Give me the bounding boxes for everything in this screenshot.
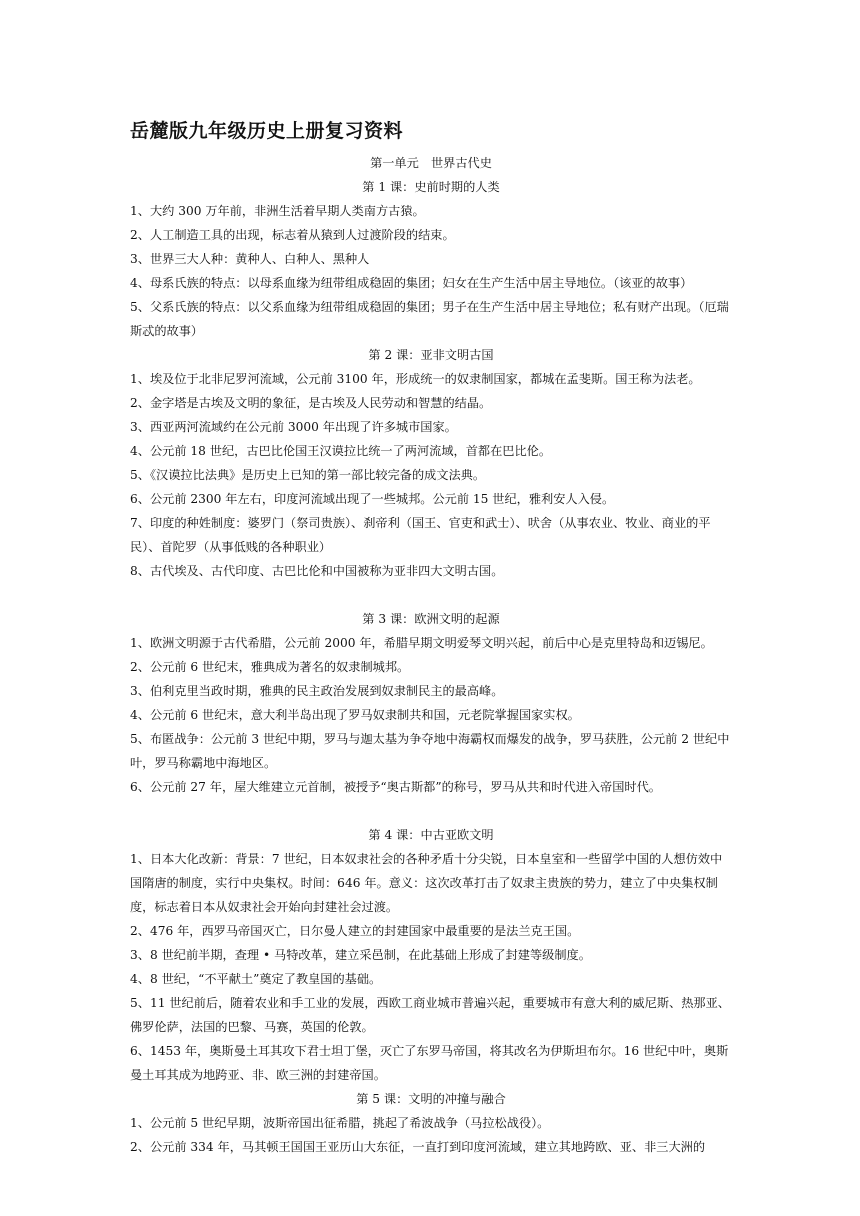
list-item: 2、人工制造工具的出现，标志着从猿到人过渡阶段的结束。 [130,228,455,242]
lesson-3 [130,607,732,799]
lesson-heading: 第 4 课：中古亚欧文明 [368,828,494,842]
list-item: 2、公元前 334 年，马其顿王国国王亚历山大东征，一直打到印度河流域，建立其地跨欧、亚、非三大洲的 [130,1140,706,1154]
list-item: 3、8 世纪前半期，查理 • 马特改革，建立采邑制，在此基础上形成了封建等级制度。 [130,948,591,962]
list-item: 7、印度的种姓制度：婆罗门（祭司贵族）、刹帝利（国王、官吏和武士）、吠舍（从事农业、牧业、商业的平民）、首陀罗（从事低贱的各种职业） [130,516,711,554]
lesson-heading: 第 3 课：欧洲文明的起源 [362,612,500,626]
list-item: 3、世界三大人种：黄种人、白种人、黑种人 [130,252,370,266]
list-item: 2、公元前 6 世纪末，雅典成为著名的奴隶制城邦。 [130,660,410,674]
lesson-4 [130,823,732,1087]
lesson-heading: 第 2 课：亚非文明古国 [368,348,494,362]
document-body [130,151,732,1159]
lesson-heading: 第 1 课：史前时期的人类 [362,180,500,194]
list-item: 4、8 世纪，“不平献土”奠定了教皇国的基础。 [130,972,382,986]
blank-line [130,799,732,823]
lesson-5 [130,1087,732,1159]
lesson-1 [130,175,732,343]
list-item: 2、金字塔是古埃及文明的象征，是古埃及人民劳动和智慧的结晶。 [130,396,492,410]
list-item: 3、伯利克里当政时期，雅典的民主政治发展到奴隶制民主的最高峰。 [130,684,504,698]
list-item: 1、欧洲文明源于古代希腊，公元前 2000 年，希腊早期文明爱琴文明兴起，前后中心是克里特岛和迈锡尼。 [130,636,713,650]
lesson-2 [130,343,732,583]
list-item: 5、《汉谟拉比法典》是历史上已知的第一部比较完备的成文法典。 [130,468,486,482]
list-item: 6、1453 年，奥斯曼土耳其攻下君士坦丁堡，灭亡了东罗马帝国，将其改名为伊斯坦布尔。16 世纪中叶，奥斯曼土耳其成为地跨亚、非、欧三洲的封建帝国。 [130,1044,729,1082]
lesson-heading: 第 5 课：文明的冲撞与融合 [356,1092,506,1106]
list-item: 3、西亚两河流域约在公元前 3000 年出现了许多城市国家。 [130,420,457,434]
list-item: 4、公元前 18 世纪，古巴比伦国王汉谟拉比统一了两河流域，首都在巴比伦。 [130,444,552,458]
list-item: 5、布匿战争：公元前 3 世纪中期，罗马与迦太基为争夺地中海霸权而爆发的战争，罗马获胜，公元前 2 世纪中叶，罗马称霸地中海地区。 [130,732,730,770]
list-item: 4、母系氏族的特点：以母系血缘为纽带组成稳固的集团；妇女在生产生活中居主导地位。（该亚的故事） [130,276,693,290]
list-item: 1、埃及位于北非尼罗河流域，公元前 3100 年，形成统一的奴隶制国家，都城在孟斐斯。国王称为法老。 [130,372,701,386]
unit-heading: 第一单元 世界古代史 [370,156,492,170]
list-item: 4、公元前 6 世纪末，意大利半岛出现了罗马奴隶制共和国，元老院掌握国家实权。 [130,708,580,722]
list-item: 1、公元前 5 世纪早期，波斯帝国出征希腊，挑起了希波战争（马拉松战役）。 [130,1116,550,1130]
list-item: 2、476 年，西罗马帝国灭亡，日尔曼人建立的封建国家中最重要的是法兰克王国。 [130,924,580,938]
list-item: 6、公元前 2300 年左右，印度河流域出现了一些城邦。公元前 15 世纪，雅利安人入侵。 [130,492,615,506]
list-item: 1、大约 300 万年前，非洲生活着早期人类南方古猿。 [130,204,425,218]
list-item: 5、父系氏族的特点：以父系血缘为纽带组成稳固的集团；男子在生产生活中居主导地位；私有财产出现。（厄瑞斯忒的故事） [130,300,729,338]
blank-line [130,583,732,607]
list-item: 1、日本大化改新：背景：7 世纪，日本奴隶社会的各种矛盾十分尖锐，日本皇室和一些留学中国的人想仿效中国隋唐的制度，实行中央集权。时间：646 年。意义：这次改革打击了奴隶主贵族的势力，建立了中央集权制度，标志着日本从奴隶社会开始向封建社会过渡。 [130,852,723,914]
document-title: 岳麓版九年级历史上册复习资料 [130,120,404,142]
list-item: 5、11 世纪前后，随着农业和手工业的发展，西欧工商业城市普遍兴起，重要城市有意大利的威尼斯、热那亚、佛罗伦萨，法国的巴黎、马赛，英国的伦敦。 [130,996,730,1034]
list-item: 8、古代埃及、古代印度、古巴比伦和中国被称为亚非四大文明古国。 [130,564,504,578]
list-item: 6、公元前 27 年，屋大维建立元首制，被授予“奥古斯都”的称号，罗马从共和时代进入帝国时代。 [130,780,661,794]
